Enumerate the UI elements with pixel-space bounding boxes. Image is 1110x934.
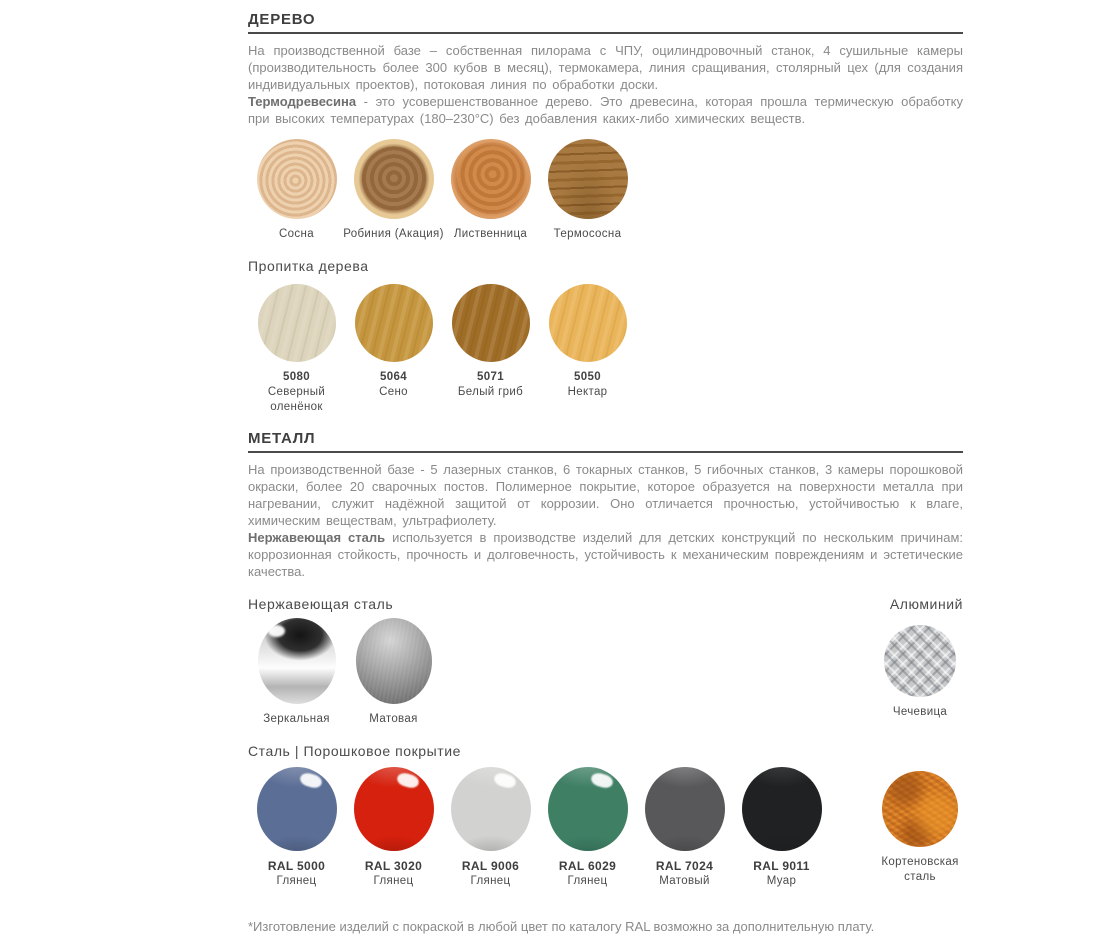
- swatch-label: Зеркальная: [263, 713, 330, 725]
- wood-swatch-pine: [248, 139, 345, 242]
- corten-steel-image: [882, 771, 958, 847]
- metal-section-divider: [248, 451, 963, 453]
- impregnation-color-image: [452, 284, 530, 362]
- stainless-aluminum-row: [248, 618, 963, 727]
- powder-row: [248, 767, 963, 889]
- ral-3020-ball-image: [354, 767, 434, 851]
- swatch-label: 5064 Сено: [379, 371, 408, 398]
- wood-thermo-paragraph: Термодревесина - это усовершенствованное дерево. Это древесина, которая прошла термическую обработку при высоких температурах (180–230°С) без добавления каких-либо химических веществ.: [248, 94, 963, 126]
- impregnation-swatch-5080: [248, 284, 345, 415]
- aluminum-swatch-lentil: [877, 618, 963, 720]
- footnote-text: *Изготовление изделий с покраской в любой цвет по каталогу RAL возможно за дополнительную плату.: [248, 919, 875, 934]
- powder-swatch-ral9011: [733, 767, 830, 889]
- swatch-label: 5050 Нектар: [567, 371, 608, 398]
- powder-swatch-ral3020: [345, 767, 442, 889]
- metal-section-title: МЕТАЛЛ: [248, 430, 316, 447]
- ral-5000-ball-image: [257, 767, 337, 851]
- swatch-label: 5080 Северный оленёнок: [267, 371, 326, 413]
- metal-subheaders-row: [248, 596, 963, 612]
- swatch-label: 5071 Белый гриб: [457, 371, 524, 398]
- section-metal: [248, 431, 963, 889]
- powder-swatch-ral5000: [248, 767, 345, 889]
- page-content: [248, 12, 963, 934]
- stainless-swatch-mirror: [248, 618, 345, 727]
- swatch-label: Термососна: [553, 228, 622, 240]
- section-wood: [248, 12, 963, 415]
- swatch-label: RAL 9006 Глянец: [461, 859, 520, 887]
- powder-swatch-corten: [877, 767, 963, 885]
- swatch-label: RAL 3020 Глянец: [364, 859, 423, 887]
- impregnation-swatch-5050: [539, 284, 636, 400]
- wood-swatch-thermopine: [539, 139, 636, 242]
- stainless-term: Нержавеющая сталь: [248, 530, 386, 545]
- powder-swatch-ral7024: [636, 767, 733, 889]
- impregnation-swatch-5064: [345, 284, 442, 400]
- swatch-label: RAL 7024 Матовый: [655, 859, 714, 887]
- metal-stainless-paragraph: Нержавеющая сталь используется в производстве изделий для детских конструкций по нескольким причинам: коррозионная стойкость, прочность и долговечность, устойчивость к механическим повреждениям и эстетические качества.: [248, 530, 964, 579]
- swatch-label: Чечевица: [892, 706, 948, 718]
- impregnation-color-image: [355, 284, 433, 362]
- aluminum-title: Алюминий: [889, 596, 963, 612]
- swatch-label: RAL 6029 Глянец: [558, 859, 617, 887]
- impregnation-swatch-5071: [442, 284, 539, 400]
- powder-title: Сталь | Порошковое покрытие: [248, 743, 461, 759]
- powder-swatch-ral6029: [539, 767, 636, 889]
- pine-slice-image: [257, 139, 337, 219]
- wood-intro-paragraph: На производственной базе – собственная пилорама с ЧПУ, оцилиндровочный станок, 4 сушильные камеры (производительность более 300 кубов в месяц), термокамера, линия сращивания, столярный цех (для создания индивидуальных проектов), потоковая линия по обработки доски.: [248, 43, 963, 92]
- ral-7024-ball-image: [645, 767, 725, 851]
- swatch-label: Сосна: [279, 228, 314, 240]
- ral-6029-ball-image: [548, 767, 628, 851]
- wood-description: [248, 42, 963, 127]
- wood-swatch-larch: [442, 139, 539, 242]
- swatch-label: Лиственница: [453, 228, 528, 240]
- impregnation-row: [248, 284, 963, 415]
- thermopine-slice-image: [548, 139, 628, 219]
- matte-steel-ball-image: [356, 618, 432, 704]
- stainless-swatch-matte: [345, 618, 442, 727]
- aluminum-checkerplate-image: [884, 625, 956, 697]
- swatch-label: Робиния (Акация): [343, 228, 444, 240]
- impregnation-title: Пропитка дерева: [248, 258, 369, 274]
- thermo-term: Термодревесина: [248, 94, 357, 109]
- ral-9006-ball-image: [451, 767, 531, 851]
- larch-slice-image: [451, 139, 531, 219]
- robinia-slice-image: [354, 139, 434, 219]
- powder-swatch-ral9006: [442, 767, 539, 889]
- swatch-label: RAL 5000 Глянец: [267, 859, 326, 887]
- wood-swatch-robinia: [345, 139, 442, 242]
- swatch-label: Матовая: [369, 713, 418, 725]
- impregnation-color-image: [258, 284, 336, 362]
- mirror-steel-ball-image: [258, 618, 336, 704]
- metal-description: [248, 461, 963, 580]
- wood-section-title: ДЕРЕВО: [248, 11, 316, 28]
- wood-section-divider: [248, 32, 963, 34]
- metal-intro-paragraph: На производственной базе - 5 лазерных станков, 6 токарных станков, 5 гибочных станков, 3 камеры порошковой окраски, более 20 сварочных постов. Полимерное покрытие, которое образуется на поверхности металла при нагревании, служит надёжной защитой от коррозии. Оно отличается прочностью, устойчивостью к влаге, химическим веществам, ультрафиолету.: [248, 462, 963, 528]
- stainless-title: Нержавеющая сталь: [248, 596, 394, 612]
- swatch-label: RAL 9011 Муар: [753, 859, 810, 887]
- wood-species-row: [248, 139, 963, 242]
- ral-9011-ball-image: [742, 767, 822, 851]
- impregnation-color-image: [549, 284, 627, 362]
- swatch-label: Кортеновская сталь: [881, 856, 959, 883]
